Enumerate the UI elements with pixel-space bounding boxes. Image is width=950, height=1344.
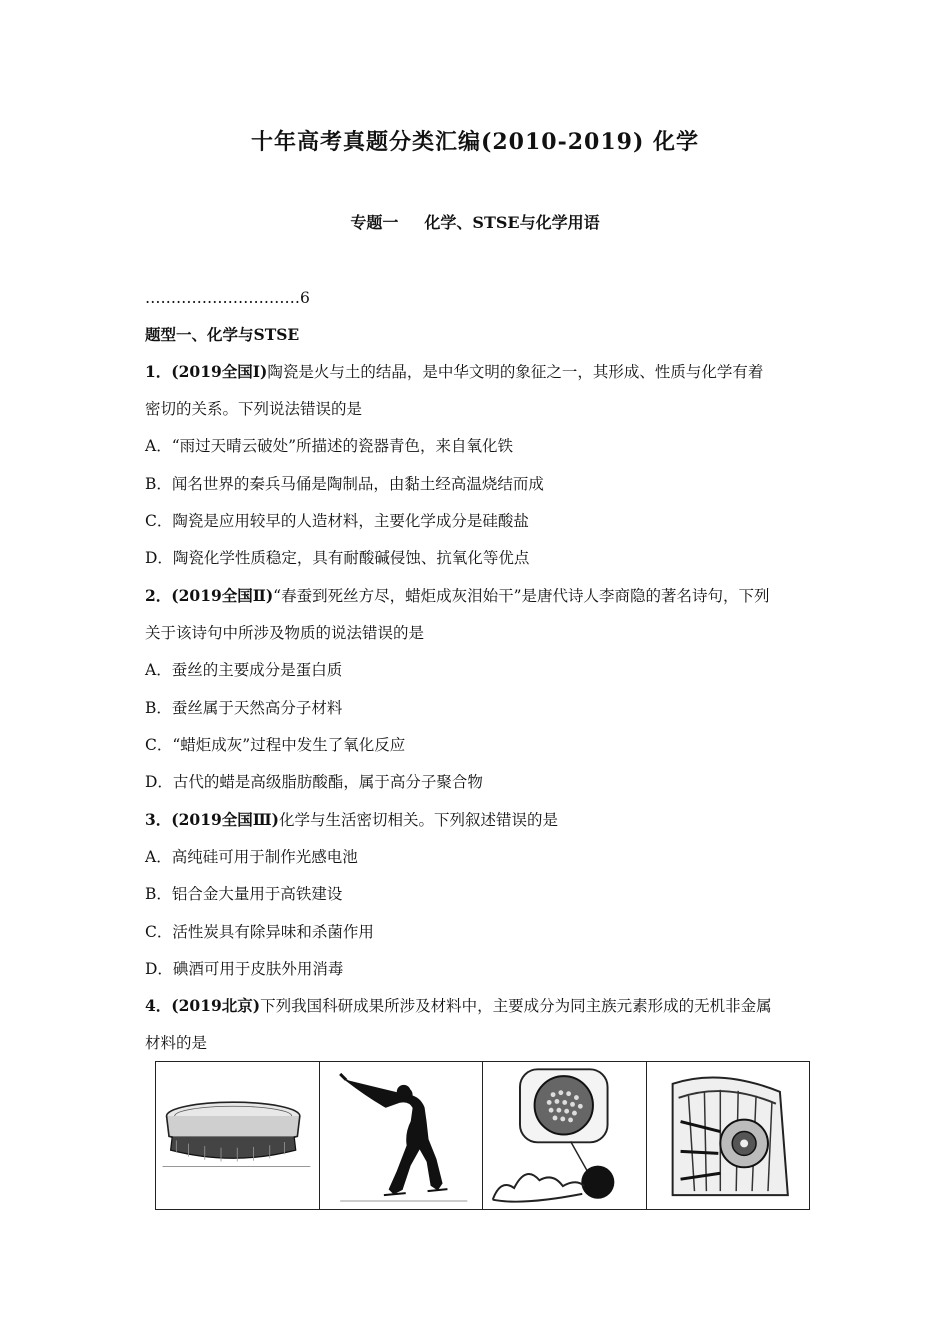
question-2-option-c: C．“蜡炬成灰”过程中发生了氧化反应 [145,736,406,754]
question-2-stem [145,585,815,607]
question-number: 1． [145,362,172,381]
question-text: 陶瓷是火与土的结晶，是中华文明的象征之一，其形成、性质与化学有着 [267,363,764,381]
question-3-option-b: B．铝合金大量用于高铁建设 [145,885,343,903]
section-heading: 题型一、化学与STSE [145,325,300,344]
figure-cell-a [156,1062,320,1209]
question-1-stem-cont: 密切的关系。下列说法错误的是 [145,400,363,418]
figure-cell-d [647,1062,810,1209]
chip-cross-section-icon [483,1062,646,1209]
question-2-option-d: D．古代的蜡是高级脂肪酸酯，属于高分子聚合物 [145,773,483,791]
engine-turbine-icon [647,1062,810,1209]
telescope-dish-icon [156,1062,319,1209]
subtitle-topic-number: 专题一 [350,213,399,232]
question-number: 4． [145,996,172,1015]
question-4-figure-table [155,1061,810,1210]
question-source: (2019全国Ⅱ) [171,586,274,605]
section-subtitle [0,210,950,233]
question-number: 3． [145,810,172,829]
question-text: 化学与生活密切相关。下列叙述错误的是 [278,811,558,829]
page-title: 十年高考真题分类汇编(2010-2019) 化学 [250,129,700,155]
question-2-option-b: B．蚕丝属于天然高分子材料 [145,699,343,717]
speed-skater-icon [320,1062,483,1209]
question-3-option-c: C．活性炭具有除异味和杀菌作用 [145,923,374,941]
question-1-option-d: D．陶瓷化学性质稳定，具有耐酸碱侵蚀、抗氧化等优点 [145,549,530,567]
question-4-stem [145,995,815,1017]
question-2-option-a: A．蚕丝的主要成分是蛋白质 [145,661,343,679]
question-1-stem [145,361,815,383]
question-3-option-d: D．碘酒可用于皮肤外用消毒 [145,960,344,978]
question-source: (2019全国Ⅲ) [171,810,279,829]
question-3-stem [145,809,815,831]
question-4-stem-cont: 材料的是 [145,1034,208,1052]
question-text: “春蚕到死丝方尽，蜡炬成灰泪始干”是唐代诗人李商隐的著名诗句，下列 [273,587,770,605]
question-source: (2019全国Ⅰ) [171,362,268,381]
question-1-option-c: C．陶瓷是应用较早的人造材料，主要化学成分是硅酸盐 [145,512,529,530]
question-source: (2019北京) [171,996,261,1015]
question-number: 2． [145,586,172,605]
toc-line: …………………………6 [145,289,310,307]
question-2-stem-cont: 关于该诗句中所涉及物质的说法错误的是 [145,624,425,642]
subtitle-topic-name: 化学、STSE与化学用语 [424,213,600,232]
figure-cell-c [483,1062,647,1209]
question-3-option-a: A．高纯硅可用于制作光感电池 [145,848,358,866]
question-1-option-a: A．“雨过天晴云破处”所描述的瓷器青色，来自氧化铁 [145,437,514,455]
question-1-option-b: B．闻名世界的秦兵马俑是陶制品，由黏土经高温烧结而成 [145,475,544,493]
question-text: 下列我国科研成果所涉及材料中，主要成分为同主族元素形成的无机非金属 [260,997,772,1015]
figure-cell-b [320,1062,484,1209]
